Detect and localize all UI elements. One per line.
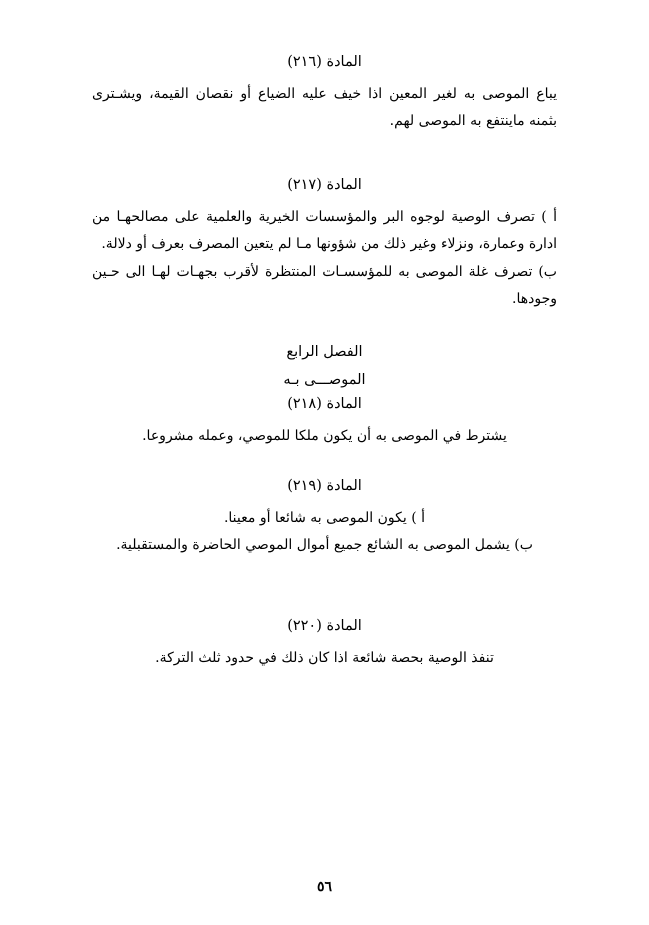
chapter-block-four — [92, 339, 557, 450]
chapter-title: الفصل الرابع — [286, 344, 363, 361]
spacer — [92, 560, 557, 616]
article-paragraph-b: ب) يشمل الموصى به الشائع جميع أموال الموصي الحاضرة والمستقبلية. — [116, 537, 533, 554]
article-paragraph: تنفذ الوصية بحصة شائعة اذا كان ذلك في حدود ثلث التركة. — [155, 649, 494, 666]
chapter-subtitle: الموصـــى بـه — [283, 371, 366, 388]
article-heading: المادة (٢٢٠) — [287, 617, 362, 634]
spacer — [92, 450, 557, 476]
article-heading: المادة (٢١٧) — [287, 177, 362, 194]
article-block-217 — [92, 175, 557, 313]
page-number: ٥٦ — [316, 879, 333, 895]
spacer — [92, 135, 557, 175]
article-paragraph: يشترط في الموصى به أن يكون ملكا للموصي، وعمله مشروعا. — [142, 428, 507, 445]
spacer — [92, 313, 557, 339]
article-heading: المادة (٢١٩) — [287, 478, 362, 495]
article-paragraph-b: ب) تصرف غلة الموصى به للمؤسسـات المنتظرة لأقرب بجهـات لهـا الى حـين وجودها. — [92, 263, 557, 307]
article-paragraph-a: أ ) يكون الموصى به شائعا أو معينا. — [223, 510, 426, 527]
article-block-219 — [92, 476, 557, 559]
article-paragraph-a: أ ) تصرف الوصية لوجوه البر والمؤسسات الخيرية والعلمية على مصالحهـا من ادارة وعمارة، ونزلاء وغير ذلك من شؤونها مـا لم يتعين المصرف بعرف أو دلالة. — [92, 209, 557, 253]
article-paragraph: يباع الموصى به لغير المعين اذا خيف عليه الضياع أو نقصان القيمة، ويشـترى بثمنه ماينتفع به الموصى لهم. — [92, 85, 557, 130]
article-block-220 — [92, 616, 557, 672]
article-block-216 — [92, 52, 557, 135]
article-heading: المادة (٢١٦) — [287, 54, 362, 70]
article-heading: المادة (٢١٨) — [287, 396, 362, 413]
